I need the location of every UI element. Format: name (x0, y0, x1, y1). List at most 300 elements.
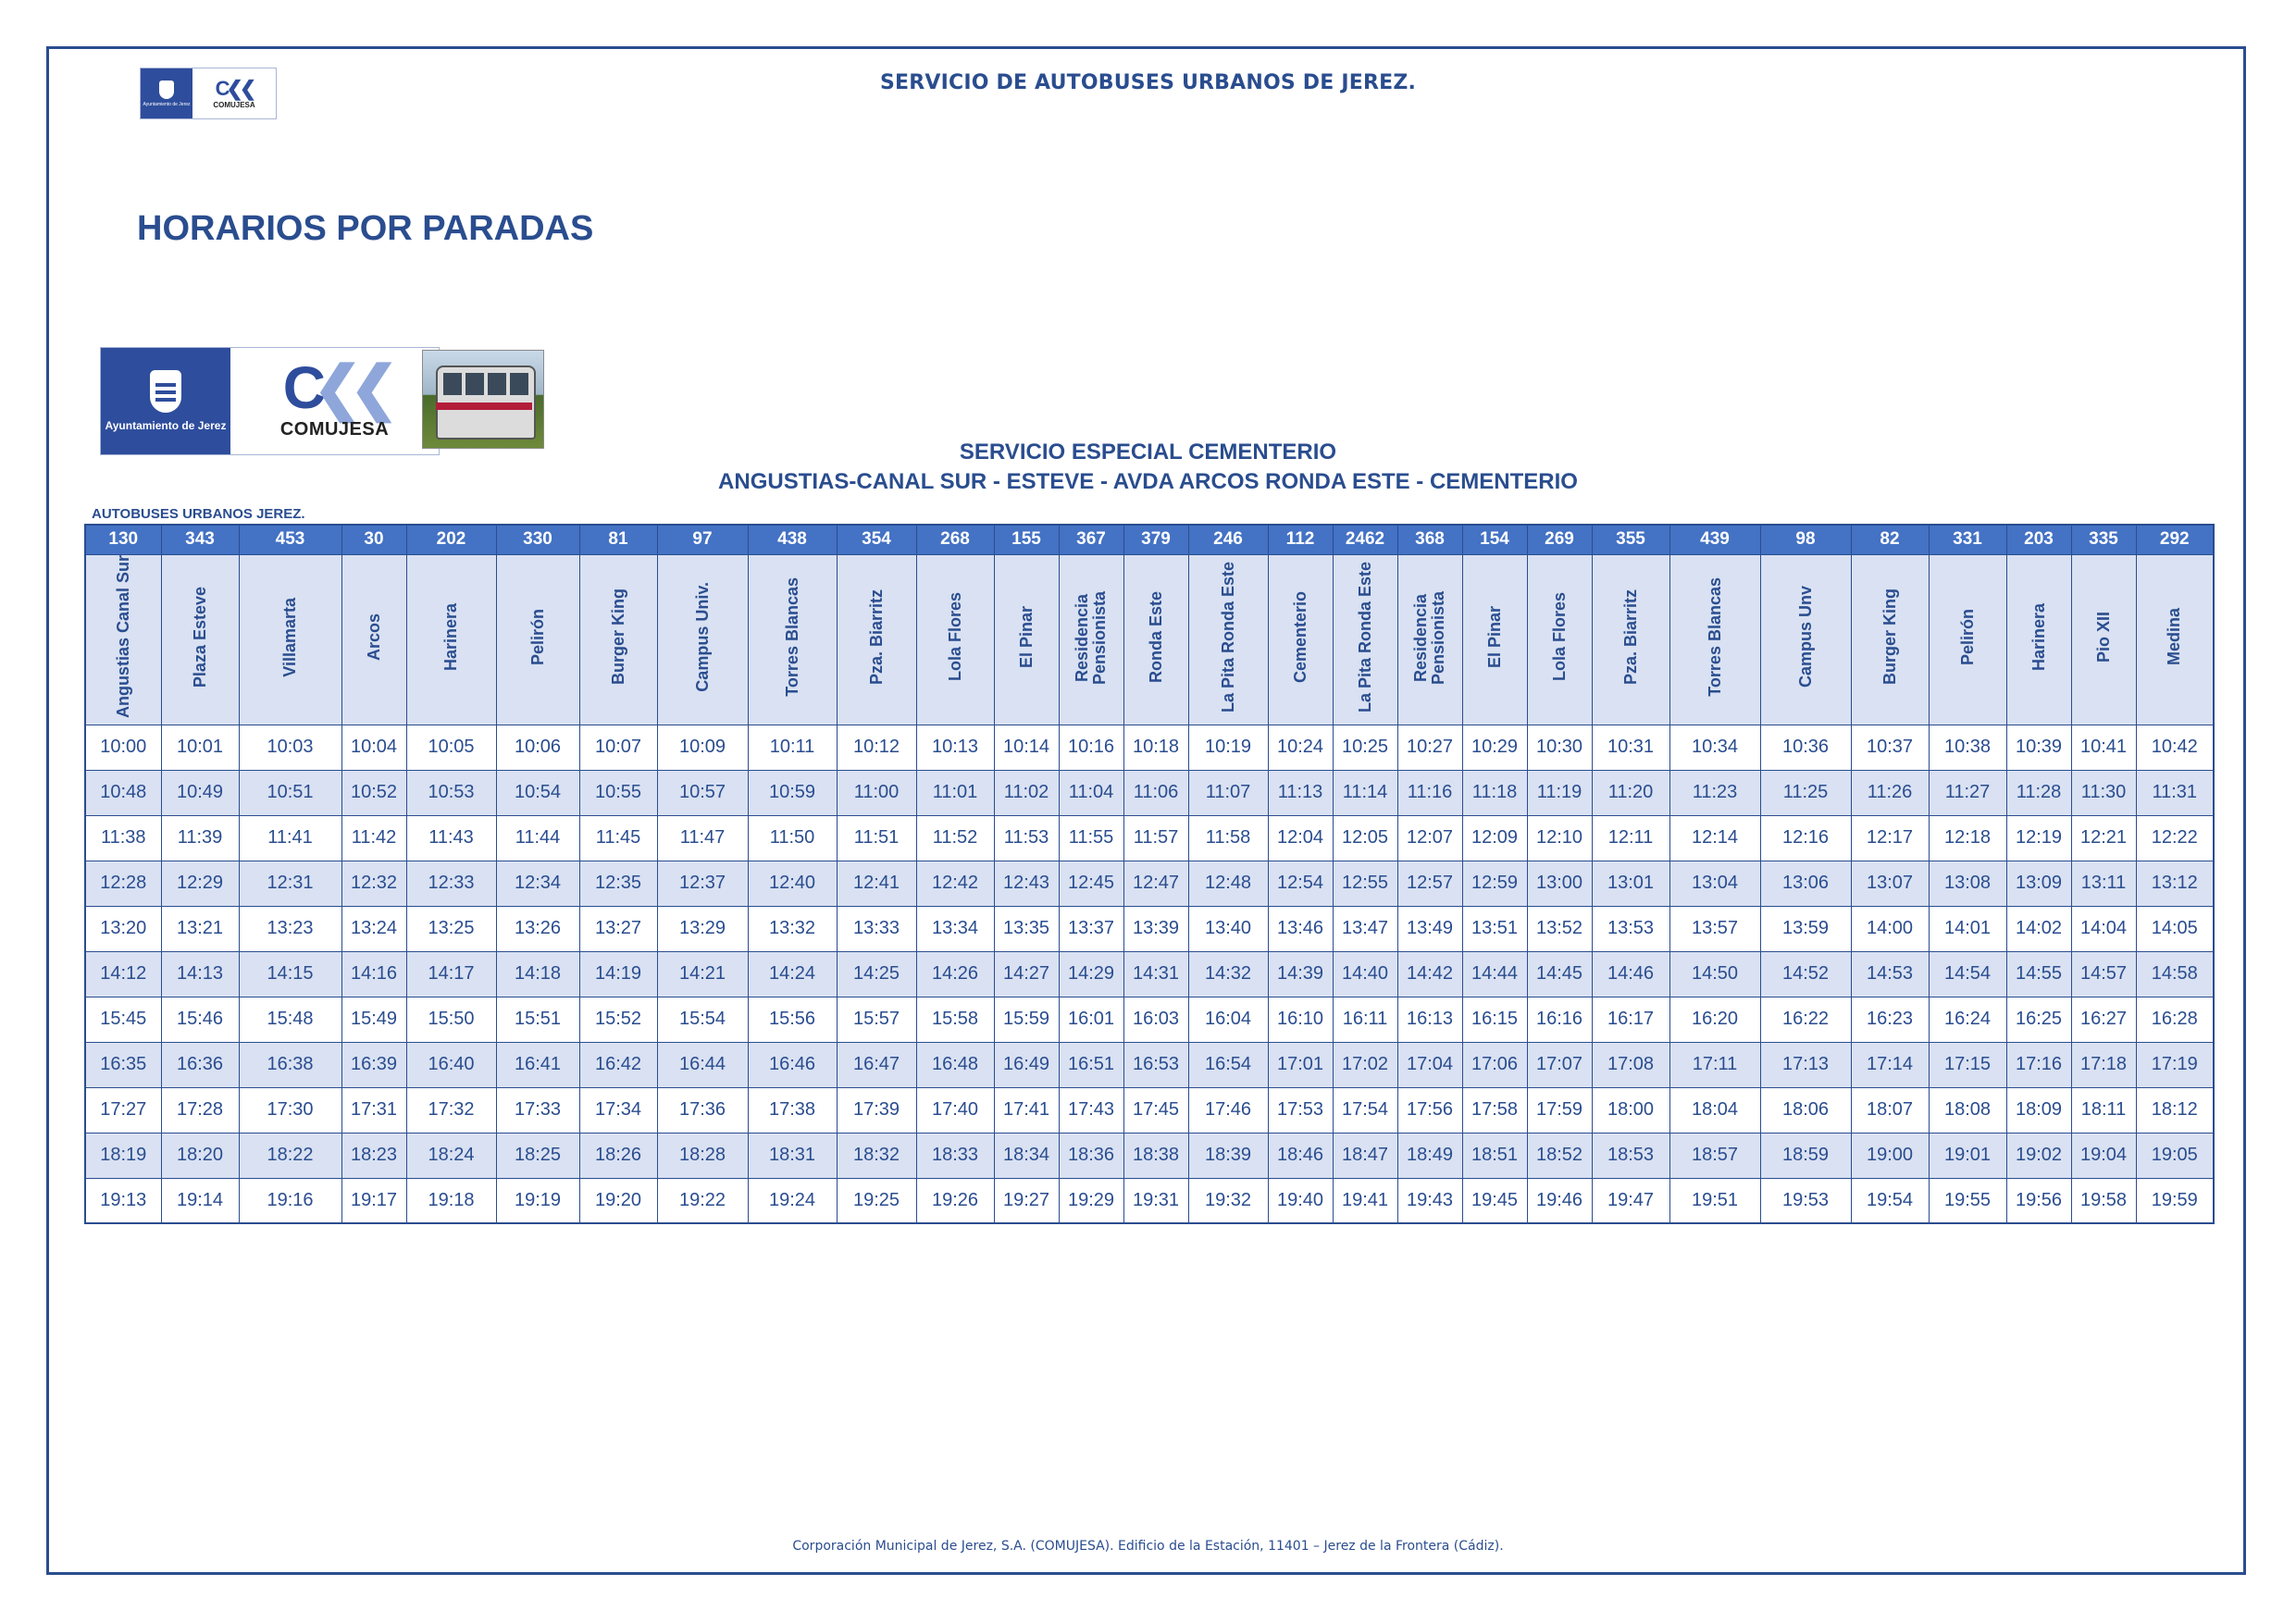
stop-name: Burger King (608, 588, 627, 686)
departure-time: 10:12 (837, 725, 916, 770)
stop-code: 82 (1851, 525, 1929, 554)
departure-time: 13:00 (1527, 861, 1592, 906)
departure-time: 19:46 (1527, 1178, 1592, 1223)
departure-time: 18:34 (994, 1133, 1059, 1178)
departure-time: 15:56 (748, 997, 837, 1042)
departure-time: 16:10 (1268, 997, 1333, 1042)
comujesa-logo-large (230, 348, 439, 454)
stop-code: 30 (341, 525, 406, 554)
departure-time: 16:16 (1527, 997, 1592, 1042)
departure-time: 19:53 (1760, 1178, 1851, 1223)
departure-time: 18:31 (748, 1133, 837, 1178)
stop-name-cell (2136, 554, 2214, 725)
departure-time: 17:33 (496, 1087, 579, 1133)
departure-time: 14:55 (2006, 951, 2071, 997)
departure-time: 11:04 (1059, 770, 1123, 815)
departure-time: 10:49 (161, 770, 239, 815)
departure-time: 17:30 (239, 1087, 341, 1133)
schedule-row (85, 1042, 2214, 1087)
departure-time: 10:55 (579, 770, 657, 815)
stop-name-cell (1059, 554, 1123, 725)
schedule-body (85, 725, 2214, 1223)
departure-time: 14:12 (85, 951, 161, 997)
departure-time: 10:14 (994, 725, 1059, 770)
departure-time: 12:41 (837, 861, 916, 906)
departure-time: 19:54 (1851, 1178, 1929, 1223)
departure-time: 16:25 (2006, 997, 2071, 1042)
departure-time: 16:41 (496, 1042, 579, 1087)
departure-time: 17:53 (1268, 1087, 1333, 1133)
departure-time: 18:25 (496, 1133, 579, 1178)
departure-time: 14:27 (994, 951, 1059, 997)
departure-time: 19:16 (239, 1178, 341, 1223)
stop-name-cell (1669, 554, 1760, 725)
departure-time: 19:20 (579, 1178, 657, 1223)
departure-time: 12:17 (1851, 815, 1929, 861)
departure-time: 10:00 (85, 725, 161, 770)
departure-time: 14:24 (748, 951, 837, 997)
departure-time: 13:35 (994, 906, 1059, 951)
departure-time: 16:39 (341, 1042, 406, 1087)
departure-time: 17:19 (2136, 1042, 2214, 1087)
departure-time: 10:34 (1669, 725, 1760, 770)
stop-name: Harinera (2029, 602, 2048, 672)
departure-time: 18:59 (1760, 1133, 1851, 1178)
stop-name: Lola Flores (1549, 592, 1569, 682)
departure-time: 16:28 (2136, 997, 2214, 1042)
departure-time: 17:40 (916, 1087, 994, 1133)
departure-time: 13:51 (1462, 906, 1527, 951)
departure-time: 12:59 (1462, 861, 1527, 906)
stop-name: Pio XII (2093, 611, 2113, 663)
stop-name-cell (2006, 554, 2071, 725)
departure-time: 12:10 (1527, 815, 1592, 861)
departure-time: 17:11 (1669, 1042, 1760, 1087)
stop-name-cell (1123, 554, 1188, 725)
departure-time: 19:47 (1592, 1178, 1669, 1223)
departure-time: 13:47 (1333, 906, 1397, 951)
stop-code: 246 (1188, 525, 1268, 554)
departure-time: 19:02 (2006, 1133, 2071, 1178)
departure-time: 10:27 (1397, 725, 1462, 770)
departure-time: 10:25 (1333, 725, 1397, 770)
departure-time: 16:44 (657, 1042, 748, 1087)
departure-time: 17:58 (1462, 1087, 1527, 1133)
departure-time: 12:54 (1268, 861, 1333, 906)
stop-code: 354 (837, 525, 916, 554)
departure-time: 11:51 (837, 815, 916, 861)
departure-time: 19:25 (837, 1178, 916, 1223)
departure-time: 19:58 (2071, 1178, 2136, 1223)
departure-time: 16:04 (1188, 997, 1268, 1042)
departure-time: 10:36 (1760, 725, 1851, 770)
stop-name: Harinera (441, 602, 460, 672)
departure-time: 15:54 (657, 997, 748, 1042)
departure-time: 12:04 (1268, 815, 1333, 861)
departure-time: 19:51 (1669, 1178, 1760, 1223)
departure-time: 18:53 (1592, 1133, 1669, 1178)
stop-name: La Pita Ronda Este (1218, 561, 1237, 713)
departure-time: 12:22 (2136, 815, 2214, 861)
departure-time: 16:35 (85, 1042, 161, 1087)
departure-time: 11:45 (579, 815, 657, 861)
departure-time: 19:43 (1397, 1178, 1462, 1223)
departure-time: 19:41 (1333, 1178, 1397, 1223)
departure-time: 16:53 (1123, 1042, 1188, 1087)
departure-time: 11:31 (2136, 770, 2214, 815)
departure-time: 19:31 (1123, 1178, 1188, 1223)
departure-time: 16:47 (837, 1042, 916, 1087)
departure-time: 15:51 (496, 997, 579, 1042)
service-route: ANGUSTIAS-CANAL SUR - ESTEVE - AVDA ARCOS RONDA ESTE - CEMENTERIO (718, 469, 1578, 494)
stop-name: Residencia Pensionista (1411, 589, 1447, 685)
stop-name-cell (1333, 554, 1397, 725)
departure-time: 11:16 (1397, 770, 1462, 815)
stop-code: 154 (1462, 525, 1527, 554)
schedule-row (85, 861, 2214, 906)
page-title: HORARIOS POR PARADAS (137, 209, 594, 248)
departure-time: 19:05 (2136, 1133, 2214, 1178)
departure-time: 17:04 (1397, 1042, 1462, 1087)
departure-time: 12:29 (161, 861, 239, 906)
departure-time: 10:01 (161, 725, 239, 770)
stop-name-cell (1851, 554, 1929, 725)
departure-time: 18:23 (341, 1133, 406, 1178)
departure-time: 10:48 (85, 770, 161, 815)
departure-time: 12:19 (2006, 815, 2071, 861)
header-title: SERVICIO DE AUTOBUSES URBANOS DE JEREZ. (879, 71, 1417, 94)
departure-time: 14:44 (1462, 951, 1527, 997)
departure-time: 18:52 (1527, 1133, 1592, 1178)
departure-time: 11:50 (748, 815, 837, 861)
departure-time: 17:16 (2006, 1042, 2071, 1087)
coat-of-arms-icon (150, 370, 181, 413)
departure-time: 19:59 (2136, 1178, 2214, 1223)
departure-time: 11:30 (2071, 770, 2136, 815)
stop-name: Pelirón (1957, 608, 1977, 665)
departure-time: 17:13 (1760, 1042, 1851, 1087)
departure-time: 19:27 (994, 1178, 1059, 1223)
departure-time: 16:40 (406, 1042, 496, 1087)
departure-time: 11:43 (406, 815, 496, 861)
stop-name-cell (748, 554, 837, 725)
departure-time: 12:07 (1397, 815, 1462, 861)
stop-code: 438 (748, 525, 837, 554)
departure-time: 12:35 (579, 861, 657, 906)
departure-time: 19:00 (1851, 1133, 1929, 1178)
departure-time: 13:26 (496, 906, 579, 951)
departure-time: 15:45 (85, 997, 161, 1042)
departure-time: 14:42 (1397, 951, 1462, 997)
departure-time: 14:25 (837, 951, 916, 997)
departure-time: 19:32 (1188, 1178, 1268, 1223)
ayuntamiento-logo-text: Ayuntamiento de Jerez (143, 101, 191, 107)
departure-time: 18:19 (85, 1133, 161, 1178)
departure-time: 13:20 (85, 906, 161, 951)
departure-time: 19:18 (406, 1178, 496, 1223)
stop-name: Pza. Biarritz (866, 588, 886, 686)
departure-time: 19:40 (1268, 1178, 1333, 1223)
departure-time: 13:21 (161, 906, 239, 951)
departure-time: 17:34 (579, 1087, 657, 1133)
stop-name-cell (916, 554, 994, 725)
departure-time: 11:25 (1760, 770, 1851, 815)
stop-code: 269 (1527, 525, 1592, 554)
stop-name-cell (161, 554, 239, 725)
departure-time: 10:07 (579, 725, 657, 770)
departure-time: 18:22 (239, 1133, 341, 1178)
stop-name: Campus Univ. (692, 582, 712, 692)
stop-name-row (85, 554, 2214, 725)
schedule-row (85, 770, 2214, 815)
schedule-row (85, 906, 2214, 951)
departure-time: 10:31 (1592, 725, 1669, 770)
departure-time: 19:29 (1059, 1178, 1123, 1223)
departure-time: 14:05 (2136, 906, 2214, 951)
departure-time: 12:32 (341, 861, 406, 906)
departure-time: 19:26 (916, 1178, 994, 1223)
departure-time: 16:20 (1669, 997, 1760, 1042)
departure-time: 17:54 (1333, 1087, 1397, 1133)
departure-time: 13:34 (916, 906, 994, 951)
stop-code: 439 (1669, 525, 1760, 554)
departure-time: 14:40 (1333, 951, 1397, 997)
departure-time: 13:40 (1188, 906, 1268, 951)
departure-time: 14:54 (1929, 951, 2006, 997)
departure-time: 14:04 (2071, 906, 2136, 951)
departure-time: 10:06 (496, 725, 579, 770)
departure-time: 11:02 (994, 770, 1059, 815)
departure-time: 19:24 (748, 1178, 837, 1223)
departure-time: 11:27 (1929, 770, 2006, 815)
departure-time: 13:29 (657, 906, 748, 951)
departure-time: 13:12 (2136, 861, 2214, 906)
departure-time: 10:19 (1188, 725, 1268, 770)
departure-time: 15:59 (994, 997, 1059, 1042)
departure-time: 18:32 (837, 1133, 916, 1178)
departure-time: 13:07 (1851, 861, 1929, 906)
departure-time: 18:33 (916, 1133, 994, 1178)
departure-time: 13:25 (406, 906, 496, 951)
departure-time: 13:39 (1123, 906, 1188, 951)
departure-time: 10:03 (239, 725, 341, 770)
departure-time: 14:57 (2071, 951, 2136, 997)
stop-name: La Pita Ronda Este (1355, 561, 1374, 713)
stop-code: 268 (916, 525, 994, 554)
departure-time: 14:19 (579, 951, 657, 997)
stop-name-cell (1188, 554, 1268, 725)
departure-time: 14:46 (1592, 951, 1669, 997)
departure-time: 14:50 (1669, 951, 1760, 997)
stop-name: Residencia Pensionista (1073, 589, 1109, 685)
departure-time: 16:54 (1188, 1042, 1268, 1087)
departure-time: 15:58 (916, 997, 994, 1042)
departure-time: 15:52 (579, 997, 657, 1042)
stop-name-cell (341, 554, 406, 725)
departure-time: 16:15 (1462, 997, 1527, 1042)
departure-time: 18:04 (1669, 1087, 1760, 1133)
departure-time: 17:01 (1268, 1042, 1333, 1087)
stop-code: 292 (2136, 525, 2214, 554)
departure-time: 18:07 (1851, 1087, 1929, 1133)
stop-code: 379 (1123, 525, 1188, 554)
stop-name: Medina (2165, 608, 2184, 666)
departure-time: 17:06 (1462, 1042, 1527, 1087)
departure-time: 16:27 (2071, 997, 2136, 1042)
stop-name-cell (1592, 554, 1669, 725)
departure-time: 13:33 (837, 906, 916, 951)
departure-time: 13:24 (341, 906, 406, 951)
departure-time: 18:49 (1397, 1133, 1462, 1178)
departure-time: 13:53 (1592, 906, 1669, 951)
stop-code: 81 (579, 525, 657, 554)
departure-time: 12:16 (1760, 815, 1851, 861)
stop-name-cell (406, 554, 496, 725)
departure-time: 17:39 (837, 1087, 916, 1133)
departure-time: 18:24 (406, 1133, 496, 1178)
stop-name-cell (579, 554, 657, 725)
departure-time: 12:18 (1929, 815, 2006, 861)
departure-time: 14:02 (2006, 906, 2071, 951)
stop-name: Arcos (364, 613, 383, 662)
departure-time: 14:39 (1268, 951, 1333, 997)
departure-time: 13:08 (1929, 861, 2006, 906)
departure-time: 19:55 (1929, 1178, 2006, 1223)
departure-time: 18:20 (161, 1133, 239, 1178)
departure-time: 17:43 (1059, 1087, 1123, 1133)
departure-time: 11:19 (1527, 770, 1592, 815)
departure-time: 13:32 (748, 906, 837, 951)
stop-code: 368 (1397, 525, 1462, 554)
departure-time: 17:27 (85, 1087, 161, 1133)
departure-time: 14:45 (1527, 951, 1592, 997)
departure-time: 10:54 (496, 770, 579, 815)
departure-time: 17:41 (994, 1087, 1059, 1133)
departure-time: 19:01 (1929, 1133, 2006, 1178)
departure-time: 11:23 (1669, 770, 1760, 815)
departure-time: 18:00 (1592, 1087, 1669, 1133)
departure-time: 15:50 (406, 997, 496, 1042)
departure-time: 10:13 (916, 725, 994, 770)
departure-time: 12:14 (1669, 815, 1760, 861)
departure-time: 12:11 (1592, 815, 1669, 861)
departure-time: 12:55 (1333, 861, 1397, 906)
departure-time: 18:47 (1333, 1133, 1397, 1178)
departure-time: 14:18 (496, 951, 579, 997)
departure-time: 12:40 (748, 861, 837, 906)
schedule-row (85, 1087, 2214, 1133)
departure-time: 11:06 (1123, 770, 1188, 815)
stop-name: Plaza Esteve (190, 586, 209, 688)
departure-time: 18:51 (1462, 1133, 1527, 1178)
departure-time: 19:45 (1462, 1178, 1527, 1223)
departure-time: 17:59 (1527, 1087, 1592, 1133)
departure-time: 17:28 (161, 1087, 239, 1133)
departure-time: 13:57 (1669, 906, 1760, 951)
stop-name-cell (1929, 554, 2006, 725)
departure-time: 11:53 (994, 815, 1059, 861)
departure-time: 11:52 (916, 815, 994, 861)
departure-time: 15:48 (239, 997, 341, 1042)
departure-time: 16:01 (1059, 997, 1123, 1042)
schedule-row (85, 1178, 2214, 1223)
service-title: SERVICIO ESPECIAL CEMENTERIO (959, 440, 1337, 465)
schedule-row (85, 1133, 2214, 1178)
departure-time: 10:24 (1268, 725, 1333, 770)
departure-time: 15:49 (341, 997, 406, 1042)
stop-name: Angustias Canal Sur (113, 555, 132, 719)
departure-time: 19:13 (85, 1178, 161, 1223)
departure-time: 18:06 (1760, 1087, 1851, 1133)
departure-time: 17:45 (1123, 1087, 1188, 1133)
comujesa-mark-icon: C❮❮ (215, 76, 254, 100)
departure-time: 14:31 (1123, 951, 1188, 997)
departure-time: 16:13 (1397, 997, 1462, 1042)
departure-time: 16:23 (1851, 997, 1929, 1042)
departure-time: 12:43 (994, 861, 1059, 906)
departure-time: 11:47 (657, 815, 748, 861)
departure-time: 11:14 (1333, 770, 1397, 815)
stop-code: 202 (406, 525, 496, 554)
stop-name: Pelirón (527, 608, 547, 665)
departure-time: 14:52 (1760, 951, 1851, 997)
departure-time: 16:24 (1929, 997, 2006, 1042)
departure-time: 11:20 (1592, 770, 1669, 815)
departure-time: 17:14 (1851, 1042, 1929, 1087)
comujesa-logo-text: COMUJESA (213, 100, 255, 109)
departure-time: 17:38 (748, 1087, 837, 1133)
stop-name-cell (2071, 554, 2136, 725)
stop-code: 453 (239, 525, 341, 554)
stop-name-cell (1760, 554, 1851, 725)
stop-code: 343 (161, 525, 239, 554)
schedule-row (85, 725, 2214, 770)
departure-time: 18:08 (1929, 1087, 2006, 1133)
departure-time: 18:57 (1669, 1133, 1760, 1178)
departure-time: 11:57 (1123, 815, 1188, 861)
stop-name: Campus Unv (1795, 586, 1815, 688)
departure-time: 17:31 (341, 1087, 406, 1133)
comujesa-mark-icon: C❮❮ (282, 354, 387, 421)
departure-time: 16:46 (748, 1042, 837, 1087)
departure-time: 15:46 (161, 997, 239, 1042)
stop-code: 97 (657, 525, 748, 554)
departure-time: 12:48 (1188, 861, 1268, 906)
departure-time: 16:11 (1333, 997, 1397, 1042)
departure-time: 10:59 (748, 770, 837, 815)
departure-time: 13:46 (1268, 906, 1333, 951)
departure-time: 19:04 (2071, 1133, 2136, 1178)
departure-time: 17:08 (1592, 1042, 1669, 1087)
departure-time: 18:11 (2071, 1087, 2136, 1133)
departure-time: 17:02 (1333, 1042, 1397, 1087)
stop-name-cell (85, 554, 161, 725)
ayuntamiento-logo-large (101, 348, 230, 454)
departure-time: 19:19 (496, 1178, 579, 1223)
departure-time: 16:51 (1059, 1042, 1123, 1087)
departure-time: 10:38 (1929, 725, 2006, 770)
departure-time: 16:49 (994, 1042, 1059, 1087)
departure-time: 10:18 (1123, 725, 1188, 770)
departure-time: 10:37 (1851, 725, 1929, 770)
departure-time: 12:45 (1059, 861, 1123, 906)
schedule-row (85, 951, 2214, 997)
departure-time: 11:58 (1188, 815, 1268, 861)
stop-code: 2462 (1333, 525, 1397, 554)
departure-time: 16:22 (1760, 997, 1851, 1042)
departure-time: 18:12 (2136, 1087, 2214, 1133)
departure-time: 19:56 (2006, 1178, 2071, 1223)
